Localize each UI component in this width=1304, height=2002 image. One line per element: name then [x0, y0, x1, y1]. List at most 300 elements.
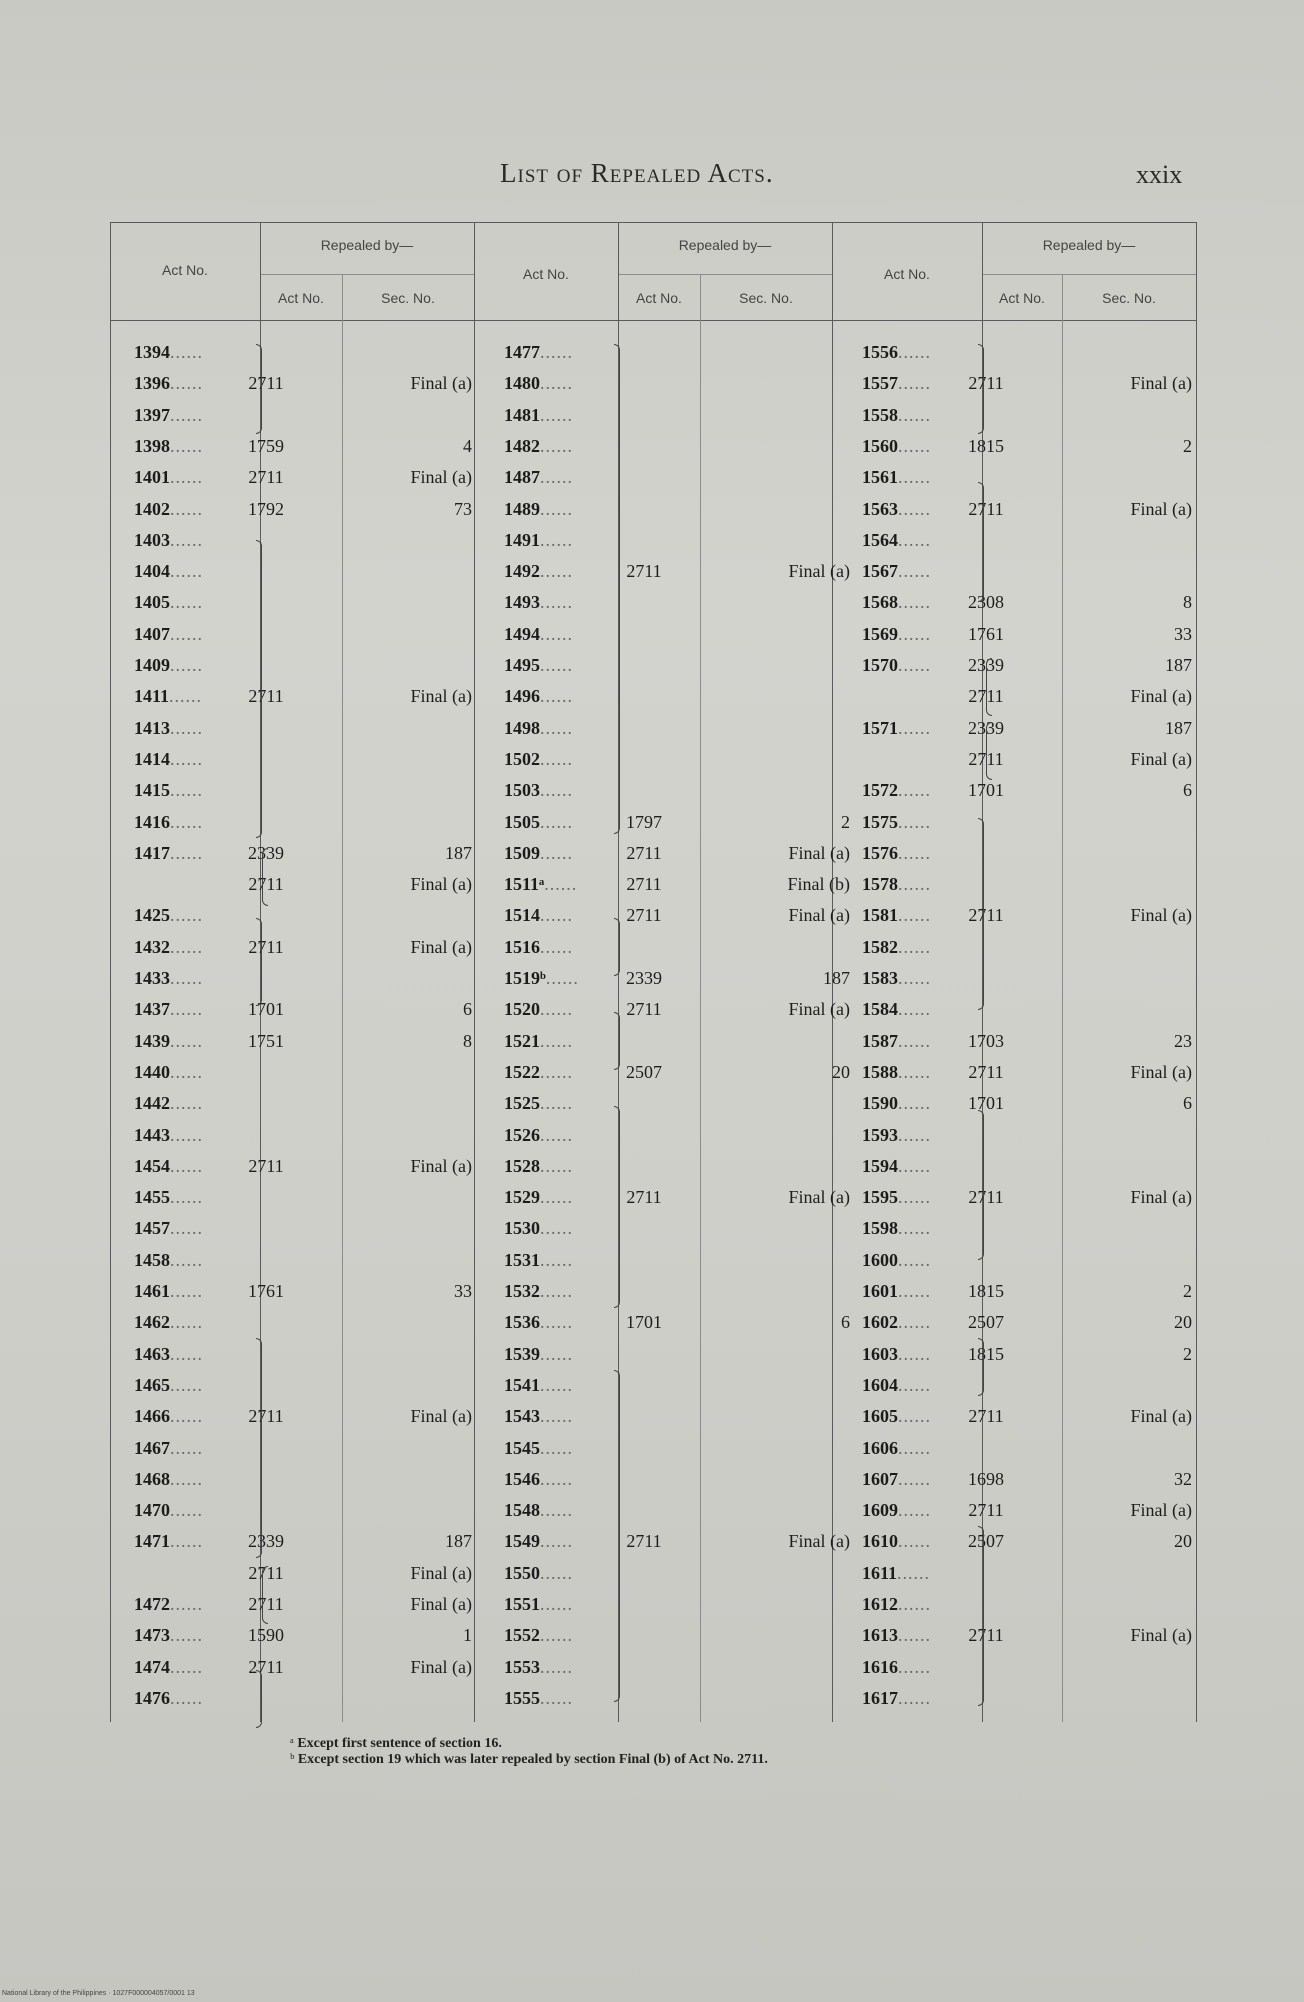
act-number: 1503......	[504, 780, 573, 801]
repealing-act-number: 1815	[968, 1343, 1004, 1364]
act-number: 1543......	[504, 1406, 573, 1427]
act-number: 1576......	[862, 842, 931, 863]
brace	[986, 722, 992, 780]
act-number: 1616......	[862, 1656, 931, 1677]
leader-dots: ......	[898, 1061, 931, 1082]
repealing-section-number: 6	[463, 999, 472, 1020]
act-number: 1545......	[504, 1437, 573, 1458]
leader-dots: ......	[540, 1625, 573, 1646]
leader-dots: ......	[898, 467, 931, 488]
repealing-act-number: 1751	[248, 1030, 284, 1051]
repealing-section-number: 2	[1183, 1281, 1192, 1301]
act-number: 1403......	[134, 529, 203, 550]
repealing-act-number: 2711	[248, 467, 284, 488]
repealing-section-number: Final (a)	[1130, 905, 1192, 926]
leader-dots: ......	[170, 1093, 203, 1114]
repealing-act-number: 2339	[248, 1531, 284, 1552]
act-number: 1492......	[504, 561, 573, 582]
repealing-act-number: 2507	[968, 1531, 1004, 1552]
leader-dots: ......	[170, 1437, 203, 1458]
leader-dots: ......	[540, 467, 573, 488]
act-number: 1471......	[134, 1531, 203, 1552]
act-number: 1546......	[504, 1468, 573, 1489]
col-rule	[1196, 222, 1197, 1722]
repealing-act-number: 2711	[968, 905, 1004, 926]
repealing-act-number: 2711	[968, 1406, 1004, 1427]
leader-dots: ......	[540, 936, 573, 957]
repealing-section-number: Final (a)	[1130, 1061, 1192, 1082]
header-repealing-act-no: Act No.	[636, 290, 682, 306]
leader-dots: ......	[540, 404, 573, 425]
leader-dots: ......	[898, 529, 931, 550]
act-number: 1548......	[504, 1500, 573, 1521]
leader-dots: ......	[170, 1687, 203, 1708]
header-repealing-act-no: Act No.	[278, 290, 324, 306]
footnote-text: Except first sentence of section 16.	[297, 1736, 502, 1751]
header-act-no: Act No.	[162, 262, 208, 278]
act-number: 1525......	[504, 1093, 573, 1114]
leader-dots: ......	[898, 561, 931, 582]
act-number: 1467......	[134, 1437, 203, 1458]
act-number: 1617......	[862, 1687, 931, 1708]
repealing-act-number: 2308	[968, 592, 1004, 613]
repealing-act-number: 2711	[626, 1531, 662, 1552]
leader-dots: ......	[898, 1281, 931, 1301]
act-number: 1402......	[134, 498, 203, 519]
act-number: 1604......	[862, 1374, 931, 1395]
act-number: 1611......	[862, 1562, 931, 1583]
repealing-act-number: 2711	[248, 1656, 284, 1677]
leader-dots: ......	[170, 435, 203, 456]
brace	[978, 344, 984, 434]
repealing-section-number: Final (a)	[788, 1531, 850, 1552]
act-number: 1442......	[134, 1093, 203, 1114]
leader-dots: ......	[898, 1187, 931, 1208]
repealing-act-number: 2711	[626, 905, 662, 926]
repealing-act-number: 2711	[248, 1406, 284, 1427]
leader-dots: ......	[898, 1531, 931, 1552]
act-number: 1414......	[134, 748, 203, 769]
act-number: 1571......	[862, 717, 931, 738]
act-number: 1531......	[504, 1249, 573, 1270]
repealing-act-number: 2339	[968, 655, 1004, 675]
act-number: 1541......	[504, 1374, 573, 1395]
act-number: 1528......	[504, 1155, 573, 1176]
act-number: 1555......	[504, 1687, 573, 1708]
leader-dots: ......	[170, 1155, 203, 1176]
act-number: 1560......	[862, 435, 931, 456]
leader-dots: ......	[898, 1594, 931, 1614]
repealing-section-number: Final (a)	[410, 1155, 472, 1176]
act-number: 1593......	[862, 1124, 931, 1145]
repealing-section-number: Final (a)	[410, 1562, 472, 1583]
brace	[614, 344, 620, 834]
header-repealing-act-no: Act No.	[999, 290, 1045, 306]
act-number: 1432......	[134, 936, 203, 957]
act-number: 1411......	[134, 686, 203, 707]
leader-dots: ......	[898, 874, 931, 895]
brace	[256, 1670, 262, 1728]
leader-dots: ......	[540, 1312, 573, 1333]
act-number: 1461......	[134, 1281, 203, 1301]
brace	[614, 1106, 620, 1308]
leader-dots: ......	[170, 1500, 203, 1521]
leader-dots: ......	[170, 404, 203, 425]
footnote-mark: ᵇ	[290, 1752, 295, 1767]
leader-dots: ......	[170, 1061, 203, 1082]
leader-dots: ......	[540, 1218, 573, 1239]
act-number: 1522......	[504, 1061, 573, 1082]
leader-dots: ......	[540, 748, 573, 769]
brace	[614, 1370, 620, 1702]
header-sub-rule-1	[260, 274, 474, 275]
repealing-act-number: 2711	[248, 1594, 284, 1614]
leader-dots: ......	[898, 1218, 931, 1239]
leader-dots: ......	[540, 717, 573, 738]
repealing-act-number: 2711	[248, 874, 284, 895]
page-title: List of Repealed Acts.	[500, 158, 774, 188]
brace	[986, 658, 992, 716]
leader-dots: ......	[170, 592, 203, 613]
repealing-act-number: 1815	[968, 1281, 1004, 1301]
leader-dots: ......	[898, 1406, 931, 1427]
act-number: 1502......	[504, 748, 573, 769]
act-number: 1613......	[862, 1625, 931, 1646]
act-number: 1556......	[862, 342, 931, 362]
brace	[978, 818, 984, 1010]
act-number: 1561......	[862, 467, 931, 488]
header-sec-no: Sec. No.	[739, 290, 793, 306]
leader-dots: ......	[170, 1218, 203, 1239]
leader-dots: ......	[540, 1249, 573, 1270]
leader-dots: ......	[540, 1187, 573, 1208]
repealing-section-number: Final (a)	[788, 905, 850, 926]
col-rule	[110, 222, 111, 1722]
repealing-section-number: 6	[1183, 780, 1192, 801]
act-number: 1511ᵃ......	[504, 874, 578, 895]
leader-dots: ......	[540, 1468, 573, 1489]
act-number: 1398......	[134, 435, 203, 456]
act-number: 1609......	[862, 1500, 931, 1521]
repealing-section-number: Final (a)	[788, 842, 850, 863]
repealing-act-number: 1759	[248, 435, 284, 456]
act-number: 1394......	[134, 342, 203, 362]
page-number: xxix	[1136, 160, 1183, 189]
repealing-section-number: 23	[1174, 1030, 1192, 1051]
brace	[262, 1566, 268, 1624]
leader-dots: ......	[170, 748, 203, 769]
leader-dots: ......	[898, 1437, 931, 1458]
leader-dots: ......	[898, 1093, 931, 1114]
leader-dots: ......	[540, 1656, 573, 1677]
repealing-section-number: Final (a)	[788, 1187, 850, 1208]
act-number: 1396......	[134, 373, 203, 394]
act-number: 1529......	[504, 1187, 573, 1208]
leader-dots: ......	[898, 498, 931, 519]
leader-dots: ......	[170, 561, 203, 582]
header-sec-no: Sec. No.	[1102, 290, 1156, 306]
header-repealed-by: Repealed by—	[1042, 237, 1136, 253]
repealing-section-number: 20	[1174, 1531, 1192, 1552]
repealing-act-number: 2711	[626, 561, 662, 582]
repealing-act-number: 2711	[968, 498, 1004, 519]
header-sub-rule-2	[618, 274, 832, 275]
act-number: 1582......	[862, 936, 931, 957]
repealing-act-number: 2507	[968, 1312, 1004, 1333]
leader-dots: ......	[170, 1249, 203, 1270]
repealing-section-number: 6	[1183, 1093, 1192, 1114]
leader-dots: ......	[540, 1030, 573, 1051]
repealing-act-number: 1761	[248, 1281, 284, 1301]
repealing-section-number: Final (a)	[410, 1406, 472, 1427]
repealing-section-number: Final (a)	[1130, 686, 1192, 707]
leader-dots: ......	[540, 1562, 573, 1583]
leader-dots: ......	[898, 1656, 931, 1677]
act-number: 1404......	[134, 561, 203, 582]
leader-dots: ......	[540, 623, 573, 644]
leader-dots: ......	[898, 1249, 931, 1270]
act-number: 1572......	[862, 780, 931, 801]
repealing-act-number: 2507	[626, 1061, 662, 1082]
leader-dots: ......	[898, 780, 931, 801]
act-number: 1584......	[862, 999, 931, 1020]
leader-dots: ......	[170, 1374, 203, 1395]
leader-dots: ......	[170, 1343, 203, 1364]
act-number: 1532......	[504, 1281, 573, 1301]
leader-dots: ......	[540, 999, 573, 1020]
brace	[614, 1012, 620, 1070]
leader-dots: ......	[898, 1124, 931, 1145]
repealing-act-number: 1698	[968, 1468, 1004, 1489]
repealing-section-number: 187	[1165, 717, 1192, 738]
act-number: 1413......	[134, 717, 203, 738]
leader-dots: ......	[897, 1562, 931, 1583]
act-number: 1600......	[862, 1249, 931, 1270]
leader-dots: ......	[540, 811, 573, 832]
leader-dots: ......	[544, 874, 578, 895]
leader-dots: ......	[170, 623, 203, 644]
act-number: 1458......	[134, 1249, 203, 1270]
repealing-section-number: 8	[1183, 592, 1192, 613]
brace	[256, 540, 262, 838]
leader-dots: ......	[898, 811, 931, 832]
act-number: 1553......	[504, 1656, 573, 1677]
repealing-act-number: 2711	[248, 1562, 284, 1583]
act-number: 1602......	[862, 1312, 931, 1333]
repealing-act-number: 2339	[968, 717, 1004, 738]
repealing-act-number: 2711	[626, 1187, 662, 1208]
repealing-section-number: 4	[463, 435, 472, 456]
act-number: 1417......	[134, 842, 203, 863]
leader-dots: ......	[540, 1437, 573, 1458]
brace	[256, 1338, 262, 1558]
leader-dots: ......	[540, 435, 573, 456]
repealing-act-number: 2711	[968, 686, 1004, 707]
repealing-act-number: 2711	[968, 1500, 1004, 1521]
header-act-no: Act No.	[884, 266, 930, 282]
act-number: 1487......	[504, 467, 573, 488]
header-repealed-by: Repealed by—	[320, 237, 414, 253]
repealing-act-number: 1761	[968, 623, 1004, 644]
leader-dots: ......	[170, 373, 203, 394]
act-number: 1407......	[134, 623, 203, 644]
act-number: 1401......	[134, 467, 203, 488]
act-number: 1455......	[134, 1187, 203, 1208]
leader-dots: ......	[170, 811, 203, 832]
act-number: 1425......	[134, 905, 203, 926]
leader-dots: ......	[540, 1093, 573, 1114]
act-number: 1409......	[134, 655, 203, 675]
leader-dots: ......	[898, 435, 931, 456]
repealing-act-number: 2711	[248, 686, 284, 707]
leader-dots: ......	[898, 842, 931, 863]
repealing-section-number: Final (a)	[1130, 1187, 1192, 1208]
act-number: 1606......	[862, 1437, 931, 1458]
act-number: 1496......	[504, 686, 573, 707]
act-number: 1569......	[862, 623, 931, 644]
leader-dots: ......	[170, 1625, 203, 1646]
brace	[262, 848, 268, 906]
act-number: 1415......	[134, 780, 203, 801]
footnote-text: Except section 19 which was later repealed by section Final (b) of Act No. 2711.	[297, 1752, 768, 1767]
repealing-section-number: Final (a)	[1130, 498, 1192, 519]
act-number: 1558......	[862, 404, 931, 425]
act-number: 1607......	[862, 1468, 931, 1489]
repealing-section-number: Final (a)	[410, 467, 472, 488]
act-number: 1437......	[134, 999, 203, 1020]
col-rule	[700, 274, 701, 1722]
repealing-act-number: 1797	[626, 811, 662, 832]
leader-dots: ......	[540, 842, 573, 863]
act-number: 1612......	[862, 1594, 931, 1614]
act-number: 1514......	[504, 905, 573, 926]
footnote-mark: ᵃ	[290, 1736, 294, 1751]
repealing-act-number: 2711	[248, 1155, 284, 1176]
leader-dots: ......	[898, 1468, 931, 1489]
act-number: 1489......	[504, 498, 573, 519]
act-number: 1539......	[504, 1343, 573, 1364]
leader-dots: ......	[170, 968, 203, 988]
act-number: 1526......	[504, 1124, 573, 1145]
act-number: 1494......	[504, 623, 573, 644]
leader-dots: ......	[540, 498, 573, 519]
table-top-rule	[110, 222, 1196, 223]
leader-dots: ......	[540, 1374, 573, 1395]
repealing-section-number: 32	[1174, 1468, 1192, 1489]
leader-dots: ......	[540, 373, 573, 394]
repealing-section-number: Final (a)	[1130, 1500, 1192, 1521]
repealing-section-number: Final (a)	[410, 686, 472, 707]
act-number: 1536......	[504, 1312, 573, 1333]
act-number: 1495......	[504, 655, 573, 675]
leader-dots: ......	[898, 404, 931, 425]
leader-dots: ......	[170, 529, 203, 550]
col-rule	[342, 274, 343, 1722]
leader-dots: ......	[540, 561, 573, 582]
repealing-section-number: Final (a)	[410, 1594, 472, 1614]
repealing-act-number: 2711	[968, 1187, 1004, 1208]
repealing-section-number: Final (a)	[1130, 1625, 1192, 1646]
act-number: 1463......	[134, 1343, 203, 1364]
act-number: 1477......	[504, 342, 573, 362]
repealing-act-number: 2339	[248, 842, 284, 863]
act-number: 1603......	[862, 1343, 931, 1364]
header-sub-rule-3	[982, 274, 1196, 275]
act-number: 1454......	[134, 1155, 203, 1176]
header-repealed-by: Repealed by—	[678, 237, 772, 253]
leader-dots: ......	[170, 780, 203, 801]
repealing-act-number: 1701	[248, 999, 284, 1020]
leader-dots: ......	[540, 686, 573, 707]
repealing-section-number: 33	[1174, 623, 1192, 644]
act-number: 1587......	[862, 1030, 931, 1051]
leader-dots: ......	[540, 342, 573, 362]
leader-dots: ......	[170, 498, 203, 519]
act-number: 1610......	[862, 1531, 931, 1552]
brace	[256, 344, 262, 434]
leader-dots: ......	[170, 1406, 203, 1427]
leader-dots: ......	[540, 655, 573, 675]
footnote-b	[290, 1752, 768, 1768]
leader-dots: ......	[540, 1594, 573, 1614]
leader-dots: ......	[898, 1155, 931, 1176]
leader-dots: ......	[170, 842, 203, 863]
act-number: 1457......	[134, 1218, 203, 1239]
act-number: 1481......	[504, 404, 573, 425]
repealing-act-number: 2339	[626, 968, 662, 988]
act-number: 1476......	[134, 1687, 203, 1708]
repealing-section-number: 187	[823, 968, 850, 988]
leader-dots: ......	[170, 936, 203, 957]
act-number: 1505......	[504, 811, 573, 832]
repealing-act-number: 1815	[968, 435, 1004, 456]
repealing-section-number: Final (a)	[410, 1656, 472, 1677]
repealing-section-number: 73	[454, 498, 472, 519]
repealing-act-number: 1703	[968, 1030, 1004, 1051]
header-sec-no: Sec. No.	[381, 290, 435, 306]
leader-dots: ......	[170, 1656, 203, 1677]
repealing-section-number: 1	[463, 1625, 472, 1646]
act-number: 1473......	[134, 1625, 203, 1646]
leader-dots: ......	[170, 1281, 203, 1301]
leader-dots: ......	[169, 686, 203, 707]
leader-dots: ......	[898, 1312, 931, 1333]
leader-dots: ......	[898, 623, 931, 644]
repealing-act-number: 1792	[248, 498, 284, 519]
leader-dots: ......	[170, 1312, 203, 1333]
leader-dots: ......	[898, 1374, 931, 1395]
leader-dots: ......	[170, 1187, 203, 1208]
repealing-act-number: 2711	[626, 874, 662, 895]
repealing-act-number: 1701	[968, 780, 1004, 801]
leader-dots: ......	[170, 1124, 203, 1145]
brace	[256, 918, 262, 1006]
brace	[978, 1338, 984, 1396]
leader-dots: ......	[898, 592, 931, 613]
footnote-a	[290, 1736, 502, 1752]
repealing-section-number: Final (a)	[410, 874, 472, 895]
col-rule	[474, 222, 475, 1722]
act-number: 1520......	[504, 999, 573, 1020]
act-number: 1433......	[134, 968, 203, 988]
repealing-section-number: 2	[1183, 435, 1192, 456]
act-number: 1570......	[862, 655, 931, 675]
leader-dots: ......	[540, 1406, 573, 1427]
leader-dots: ......	[898, 968, 931, 988]
repealing-act-number: 2711	[248, 373, 284, 394]
act-number: 1440......	[134, 1061, 203, 1082]
repealing-section-number: 187	[445, 1531, 472, 1552]
